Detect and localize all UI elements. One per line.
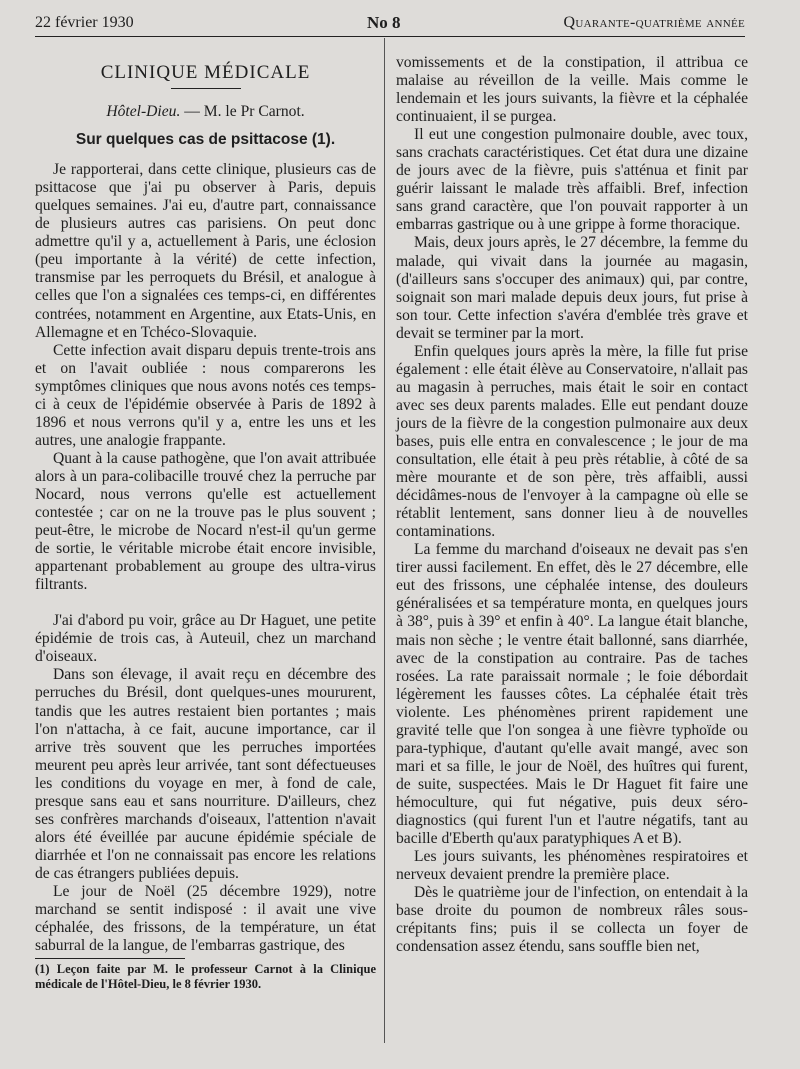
issue-number: No 8 bbox=[367, 13, 401, 32]
paragraph: La femme du marchand d'oiseaux ne devait pas s'en tirer aussi facilement. En effet, dès le 27 décembre, elle eut des frissons, une céphalée intense, des douleurs généralisées et sa température monta, en quelques jours à 38°, puis à 39° et enfin à 40°. La langue était blanche, mais non sèche ; le ventre était ballonné, sans diarrhée, avec de la constipation au contraire. Pas de taches rosées. La rate paraissait normale ; le foie débordait légèrement les fausses côtes. La céphalée était très violente. Les phénomènes prirent rapidement une gravité telle que l'on songea à une fièvre typhoïde ou para-typhique, d'autant qu'elle avait mangé, avec son mari et sa fille, le jour de Noël, des huîtres qui furent, de suite, suspectées. Mais le Dr Haguet fit faire une hémoculture, qui fut négative, puis deux séro-diagnostics (qui furent l'un et l'autre négatifs, tant au bacille d'Eberth qu'aux paratyphiques A et B). bbox=[396, 541, 748, 848]
section-gap bbox=[35, 594, 376, 612]
paragraph: J'ai d'abord pu voir, grâce au Dr Haguet, une petite épidémie de trois cas, à Auteuil, chez un marchand d'oiseaux. bbox=[35, 612, 376, 666]
footnote-rule bbox=[35, 958, 185, 959]
column-divider bbox=[384, 38, 385, 1043]
byline bbox=[35, 103, 376, 121]
footnote: (1) Leçon faite par M. le professeur Carnot à la Clinique médicale de l'Hôtel-Dieu, le 8 février 1930. bbox=[35, 962, 376, 991]
issue-date: 22 février 1930 bbox=[35, 14, 134, 31]
paragraph: Je rapporterai, dans cette clinique, plusieurs cas de psittacose que j'ai pu observer à Paris, depuis quelques semaines. J'ai eu, d'autre part, connaissance de plusieurs autres cas parisiens. On peut donc admettre qu'il y a, actuellement à Paris, une éclosion (peu importante à la vérité) de cette infection, transmise par les perroquets du Brésil, et analogue à celles que l'on a signalées ces temps-ci, en différentes contrées, notamment en Argentine, aux Etats-Unis, en Allemagne et en Tchéco-Slovaquie. bbox=[35, 161, 376, 341]
right-column bbox=[396, 54, 748, 956]
paragraph: Cette infection avait disparu depuis trente-trois ans et on l'avait oubliée : nous comparerons les symptômes cliniques que nous avons notés ces temps-ci à ceux de l'épidémie observée à Paris de 1892 à 1896 et nous verrons qu'il y a, entre les uns et les autres, une analogie frappante. bbox=[35, 341, 376, 449]
paragraph: Dès le quatrième jour de l'infection, on entendait à la base droite du poumon de nombreux râles sous-crépitants fins; puis il se collecta un foyer de condensation assez étendu, sans souffle bien net, bbox=[396, 884, 748, 956]
issue-year: Quarante-quatrième année bbox=[563, 14, 745, 31]
paragraph: Quant à la cause pathogène, que l'on avait attribuée alors à un para-colibacille trouvé chez la perruche par Nocard, nous verrons qu'elle est actuellement contestée ; car on ne la trouve pas le plus souvent ; peut-être, le microbe de Nocard n'est-il qu'un germe de sortie, le véritable microbe était encore invisible, appartenant probablement au groupe des ultra-virus filtrants. bbox=[35, 449, 376, 594]
section-title: CLINIQUE MÉDICALE bbox=[100, 62, 311, 83]
paragraph: Mais, deux jours après, le 27 décembre, la femme du malade, qui vivait dans la journée au magasin, (d'ailleurs sans s'occuper des animaux) qui, par contre, soignait son mari malade depuis deux jours, fut prise à son tour. Cette infection s'avéra d'emblée très grave et devait se terminer par la mort. bbox=[396, 234, 748, 342]
paragraph: Les jours suivants, les phénomènes respiratoires et nerveux devaient prendre la première place. bbox=[396, 848, 748, 884]
paragraph: Enfin quelques jours après la mère, la fille fut prise également : elle était élève au Conservatoire, n'allait pas au magasin à perruches, mais était le soir en contact avec ses deux parents malades. Elle eut pendant douze jours de la fièvre de la congestion pulmonaire aux deux bases, puis elle entra en convalescence ; le jour de ma consultation, elle était à peu près rétablie, à côté de sa mère mourante et de son père, très affaibli, aussi décidâmes-nous de l'envoyer à la campagne où elle se rétablit lentement, sans donner lieu à de nouvelles contaminations. bbox=[396, 342, 748, 541]
title-rule bbox=[171, 88, 241, 89]
paragraph: vomissements et de la constipation, il attribua ce malaise au réveillon de la veille. Mais comme le lendemain et les jours suivants, la fièvre et la céphalée continuaient, il se purgea. bbox=[396, 54, 748, 126]
header-rule bbox=[35, 36, 745, 37]
left-column bbox=[35, 38, 376, 955]
paragraph: Dans son élevage, il avait reçu en décembre des perruches du Brésil, dont quelques-unes moururent, tandis que les autres restaient bien portantes ; mais l'on n'attacha, à ce fait, aucune importance, car il arrive très souvent que les perruches importées meurent peu après leur arrivée, tant sont défectueuses les conditions du voyage en mer, à fond de cale, presque sans eau et sans nourriture. D'ailleurs, chez ses confrères marchands d'oiseaux, l'attention n'avait alors été éveillée par aucune épidémie spéciale de diarrhée et l'on ne connaissait pas encore les relations de cas étrangers publiées depuis. bbox=[35, 666, 376, 882]
running-header bbox=[35, 8, 745, 34]
byline-place: Hôtel-Dieu. bbox=[106, 103, 181, 121]
byline-author: — M. le Pr Carnot. bbox=[180, 103, 305, 121]
article-subtitle: Sur quelques cas de psittacose (1). bbox=[75, 131, 336, 149]
paragraph: Le jour de Noël (25 décembre 1929), notre marchand se sentit indisposé : il avait une vive céphalée, des frissons, de la température, un état saburral de la langue, de l'embarras gastrique, des bbox=[35, 882, 376, 955]
paragraph: Il eut une congestion pulmonaire double, avec toux, sans crachats caractéristiques. Cet état dura une dizaine de jours avec de la fièvre, puis s'atténua et finit par guérir laissant le malade très affaibli. Bref, infection sans grand caractère, que l'on pouvait rapporter à un embarras gastrique ou à une grippe à forme thoracique. bbox=[396, 126, 748, 234]
